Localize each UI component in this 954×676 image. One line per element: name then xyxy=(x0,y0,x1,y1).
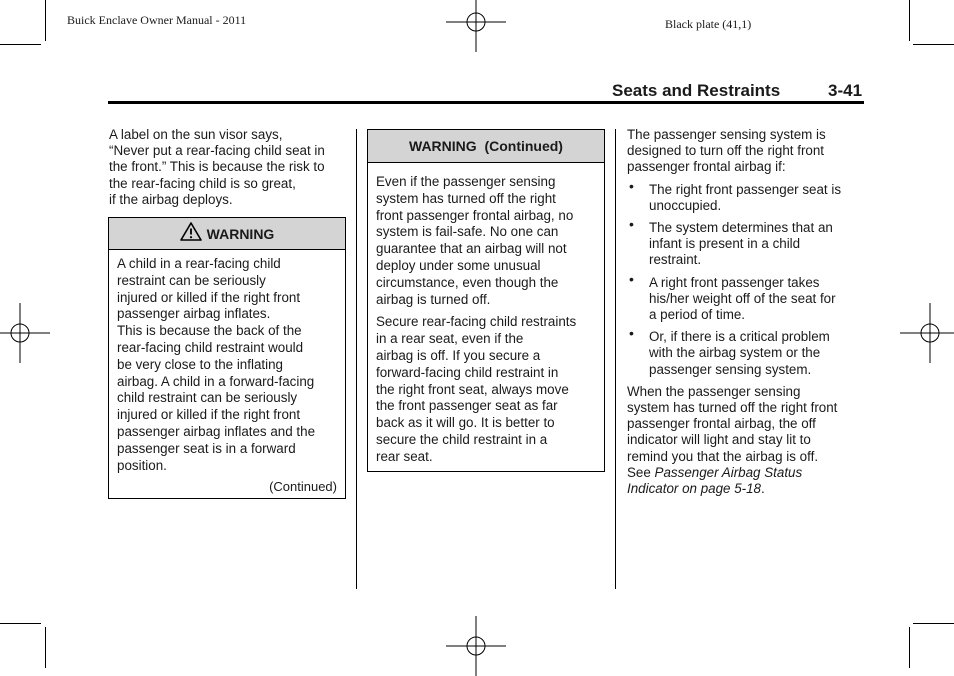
text-line: position. xyxy=(117,457,167,473)
warning-paragraph xyxy=(376,174,596,308)
text-line: passenger sensing system. xyxy=(649,361,812,377)
text-line: airbag. A child in a forward-facing xyxy=(117,373,315,389)
cross-reference-link[interactable]: Indicator on page 5-18 xyxy=(627,481,762,497)
text-line: This is because the back of the xyxy=(117,323,302,339)
crop-mark xyxy=(45,0,46,41)
text-line: secure the child restraint in a xyxy=(376,431,548,447)
text-line: passenger airbag inflates. xyxy=(117,306,271,322)
warning-header xyxy=(368,130,604,163)
text-line: passenger frontal airbag, the off xyxy=(627,416,816,432)
text-line: designed to turn off the right front xyxy=(627,143,825,159)
intro-paragraph xyxy=(627,127,867,176)
text-line: passenger airbag inflates and the xyxy=(117,423,316,439)
passenger-sensing-section xyxy=(627,127,867,497)
text-line: circumstance, even though the xyxy=(376,274,559,290)
list-item xyxy=(627,177,867,214)
text-line: back as it will go. It is better to xyxy=(376,415,555,431)
crop-mark xyxy=(0,44,41,45)
text-line: unoccupied. xyxy=(649,197,722,213)
registration-mark-icon xyxy=(446,0,506,52)
text-line: The passenger sensing system is xyxy=(627,127,826,142)
warning-triangle-icon xyxy=(180,222,202,241)
warning-box xyxy=(108,217,346,499)
outro-paragraph xyxy=(627,384,867,497)
text-line: system is fail-safe. No one can xyxy=(376,224,559,240)
section-title: Seats and Restraints xyxy=(612,81,781,100)
text-line: forward-facing child restraint in xyxy=(376,364,559,380)
list-item xyxy=(627,216,867,269)
crop-mark xyxy=(909,0,910,41)
text-line: airbag is off. If you secure a xyxy=(376,347,541,363)
text-line: passenger seat is in a forward xyxy=(117,440,296,456)
column-divider xyxy=(356,129,357,589)
text-line xyxy=(627,481,867,497)
text-line: front passenger frontal airbag, no xyxy=(376,207,574,223)
text-line: A right front passenger takes xyxy=(649,274,820,290)
text-line: the rear-facing child is so great, xyxy=(109,175,296,191)
text-line: his/her weight off of the seat for xyxy=(649,290,836,306)
registration-mark-icon xyxy=(900,303,954,363)
text-line: restraint. xyxy=(649,252,702,268)
sun-visor-paragraph xyxy=(109,127,349,208)
text-line: guarantee that an airbag will not xyxy=(376,241,567,257)
see-prefix: See xyxy=(627,464,655,480)
warning-body xyxy=(109,250,345,474)
text-line: with the airbag system or the xyxy=(649,345,821,361)
bullet-icon: • xyxy=(629,216,634,233)
crop-mark xyxy=(909,627,910,668)
text-line: A child in a rear-facing child xyxy=(117,256,281,271)
text-line: The right front passenger seat is xyxy=(649,181,842,197)
text-line: deploy under some unusual xyxy=(376,257,541,273)
list-item xyxy=(627,325,867,378)
condition-list xyxy=(627,177,867,378)
see-suffix: . xyxy=(761,481,765,497)
text-line: the front.” This is because the risk to xyxy=(109,159,325,175)
crop-mark xyxy=(45,627,46,668)
header-rule xyxy=(108,101,864,104)
bullet-icon: • xyxy=(629,177,634,194)
text-line: remind you that the airbag is off. xyxy=(627,448,819,464)
text-line: passenger frontal airbag if: xyxy=(627,159,786,175)
crop-mark xyxy=(913,44,954,45)
text-line: Or, if there is a critical problem xyxy=(649,329,830,345)
text-line: system has turned off the right front xyxy=(627,400,838,416)
text-line: “Never put a rear-facing child seat in xyxy=(109,143,325,159)
bullet-icon: • xyxy=(629,325,634,342)
page-number: 3-41 xyxy=(828,81,863,100)
warning-body xyxy=(368,163,604,466)
text-line: restraint can be seriously xyxy=(117,272,266,288)
text-line: be very close to the inflating xyxy=(117,356,283,372)
text-line: airbag is turned off. xyxy=(376,291,491,307)
warning-header xyxy=(109,218,345,250)
warning-title: WARNING (Continued) xyxy=(409,138,563,154)
text-line: A label on the sun visor says, xyxy=(109,127,283,142)
text-line: system has turned off the right xyxy=(376,190,556,206)
text-line: indicator will light and stay lit to xyxy=(627,432,811,448)
text-line: When the passenger sensing xyxy=(627,383,801,399)
bullet-icon: • xyxy=(629,270,634,287)
text-line: if the airbag deploys. xyxy=(109,191,233,207)
text-line: The system determines that an xyxy=(649,220,833,236)
crop-mark xyxy=(913,623,954,624)
continued-label: (Continued) xyxy=(269,479,337,494)
text-line: a period of time. xyxy=(649,307,746,323)
text-line: the front passenger seat as far xyxy=(376,398,558,414)
registration-mark-icon xyxy=(0,303,50,363)
text-line: Secure rear-facing child restraints xyxy=(376,314,577,330)
text-line: injured or killed if the right front xyxy=(117,407,301,423)
warning-box-continued xyxy=(367,129,605,472)
text-line: in a rear seat, even if the xyxy=(376,331,524,347)
text-line: rear-facing child restraint would xyxy=(117,339,304,355)
text-line: rear seat. xyxy=(376,448,433,464)
registration-mark-icon xyxy=(446,616,506,676)
text-line: child restraint can be seriously xyxy=(117,390,298,406)
crop-mark xyxy=(0,623,41,624)
text-line: Even if the passenger sensing xyxy=(376,174,556,189)
column-divider xyxy=(615,129,616,589)
text-line: the right front seat, always move xyxy=(376,381,569,397)
warning-paragraph xyxy=(376,314,596,465)
cross-reference-link[interactable]: Passenger Airbag Status xyxy=(654,464,803,480)
text-line: injured or killed if the right front xyxy=(117,289,301,305)
text-line: infant is present in a child xyxy=(649,236,801,252)
warning-title: WARNING xyxy=(206,226,275,242)
manual-title: Buick Enclave Owner Manual - 2011 xyxy=(67,13,247,27)
plate-label: Black plate (41,1) xyxy=(665,17,752,31)
text-line xyxy=(627,465,867,481)
list-item xyxy=(627,270,867,324)
